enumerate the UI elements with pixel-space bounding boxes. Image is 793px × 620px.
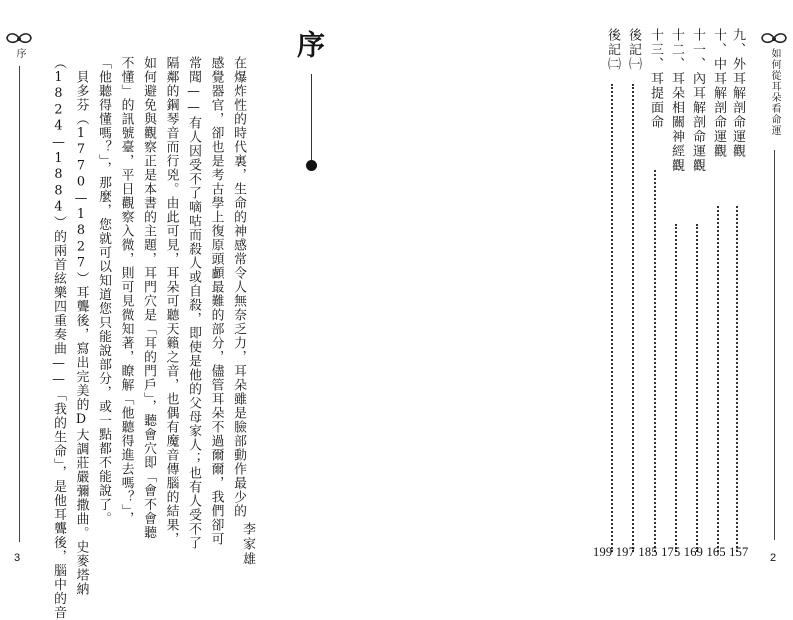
toc-page-number: 197 <box>615 545 636 559</box>
text-column: 隔鄰的鋼琴音而行兇。由此可見，耳朵可聽天籟之音，也偶有魔音傳腦的結果， <box>163 56 179 546</box>
toc-page-number: 199 <box>593 545 613 559</box>
preface-body <box>48 56 248 620</box>
text-column: （1824—1884）的兩首絃樂四重奏曲——「我的生命」，是他耳聾後，腦中的音 <box>51 56 66 620</box>
text-column: 不懂」的訊號臺，平日觀察入微，則可見微知著，瞭解「他聽得進去嗎？」， <box>118 56 134 526</box>
ornament-icon <box>759 32 789 46</box>
toc-page-numbers <box>593 545 748 560</box>
toc-page-number: 157 <box>729 545 749 559</box>
margin-rule <box>774 150 775 540</box>
text-column: 常聞——有人因受不了嘀咕而殺人或自殺，即使是他的父母家人；也有人受不了 <box>186 56 201 551</box>
toc-entry-title: 十二、耳朵相關神經觀 <box>669 28 684 173</box>
toc-entry-title: 九、外耳解剖命運觀 <box>730 28 745 159</box>
text-column: 「他聽得懂嗎？」，那麼，您就可以知道您只能說部分，或一點都不能說了。 <box>96 56 111 526</box>
toc-leader-dots <box>632 84 634 552</box>
toc-page-number: 185 <box>638 545 658 559</box>
page-number: 3 <box>14 552 21 564</box>
margin-rule <box>19 66 20 542</box>
toc-entry-title: 後記㈡ <box>605 28 620 72</box>
toc-entry[interactable] <box>688 28 706 550</box>
toc-page-number: 165 <box>706 545 726 559</box>
toc-entry[interactable] <box>667 28 685 550</box>
running-head: 如何從耳朵看命運 <box>769 48 780 136</box>
title-rule <box>311 74 312 162</box>
toc-leader-dots <box>696 224 698 552</box>
toc-entry-title: 後記㈠ <box>626 28 641 72</box>
toc-entry-title: 十一、內耳解剖命運觀 <box>690 28 705 173</box>
page-number: 2 <box>770 552 777 564</box>
author-name: 李家雄 <box>240 522 255 567</box>
toc-entry[interactable] <box>624 28 642 550</box>
toc-entry-title: 十、中耳解剖命運觀 <box>711 28 726 159</box>
text-column: 感覺器官，卻也是考古學上復原頭顱最難的部分，儘管耳朵不過爾爾，我們卻可 <box>208 56 224 546</box>
toc-page-number: 169 <box>683 545 704 559</box>
contents-page <box>397 0 793 591</box>
running-head: 序 <box>14 48 25 59</box>
toc-page-number: 175 <box>661 545 681 559</box>
toc-entry[interactable] <box>603 28 621 550</box>
title-dot <box>306 160 317 171</box>
toc-entry[interactable] <box>709 28 727 550</box>
toc-entry-title: 十三、耳提面命 <box>648 28 663 130</box>
toc-entry[interactable] <box>646 28 664 550</box>
toc-leader-dots <box>736 206 738 552</box>
toc-leader-dots <box>675 224 677 552</box>
text-column: 在爆炸性的時代裏，生命的神感常令人無奈乏力，耳朵雖是臉部動作最少的 <box>231 56 246 518</box>
text-column: 如何避免與觀察正是本書的主題，耳門穴是「耳的門戶」，聽會穴即「會不會聽 <box>141 56 156 540</box>
text-column: 貝多芬（1770—1827）耳聾後，寫出完美的D大調莊嚴彌撒曲。史麥塔納 <box>73 56 89 596</box>
toc-entry[interactable] <box>728 28 746 550</box>
toc-leader-dots <box>717 206 719 552</box>
toc-leader-dots <box>611 84 613 552</box>
page-title: 序 <box>293 30 326 58</box>
ornament-icon <box>4 32 34 46</box>
toc-leader-dots <box>654 170 656 552</box>
